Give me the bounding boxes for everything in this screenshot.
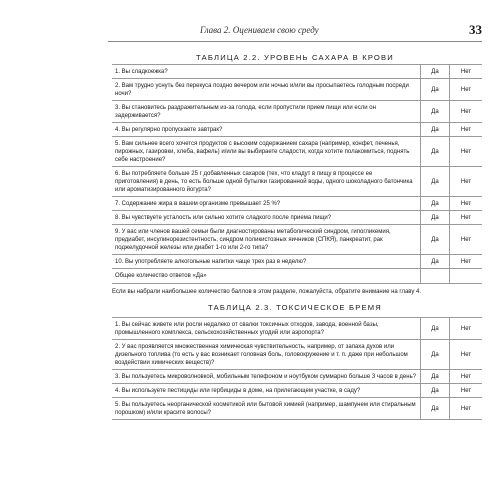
answer-yes: Да [421, 101, 450, 123]
table-row [112, 225, 482, 255]
question-text: 10. Вы употребляете алкогольные напитки чаще трех раз в неделю? [112, 255, 421, 269]
answer-no: Нет [450, 255, 483, 269]
answer-yes: Да [421, 211, 450, 225]
table-row [112, 318, 482, 340]
table-row [112, 211, 482, 225]
answer-yes: Да [421, 255, 450, 269]
question-text: 9. У вас или членов вашей семьи были диагностированы метаболический синдром, гипогликемия, предиабет, инсулинорезистентность, синдром поликистозных яичников (СПКЯ), панкреатит, рак поджелудочной железы или диабет 1-го или 2-го типа? [112, 225, 421, 255]
question-text: 8. Вы чувствуете усталость или сильно хотите сладкого после приема пищи? [112, 211, 421, 225]
table-row [112, 370, 482, 384]
sugar-note: Если вы набрали наибольшее количество баллов в этом разделе, пожалуйста, обратите внимание на главу 4. [112, 289, 422, 295]
answer-no: Нет [450, 167, 483, 197]
answer-no: Нет [450, 398, 483, 420]
sugar-table [112, 64, 482, 284]
answer-yes: Да [421, 225, 450, 255]
answer-no: Нет [450, 384, 483, 398]
answer-no: Нет [450, 370, 483, 384]
answer-yes: Да [421, 398, 450, 420]
answer-no: Нет [450, 65, 483, 79]
answer-yes: Да [421, 318, 450, 340]
table-row [112, 384, 482, 398]
table-row [112, 101, 482, 123]
total-label: Общее количество ответов «Да» [112, 269, 421, 284]
question-text: 3. Вы становитесь раздражительным из-за голода, если пропустили прием пищи или если он задерживается? [112, 101, 421, 123]
table-2-2-title: ТАБЛИЦА 2.2. УРОВЕНЬ САХАРА В КРОВИ [196, 53, 394, 62]
question-text: 2. У вас проявляется множественная химическая чувствительность, например, от запаха духов или дизельного топлива (то есть у вас возникает головная боль, головокружение и т. п. даже при небольшом воздействии химических веществ)? [112, 340, 421, 370]
answer-yes: Да [421, 137, 450, 167]
answer-no: Нет [450, 225, 483, 255]
answer-yes: Да [421, 384, 450, 398]
answer-yes: Да [421, 197, 450, 211]
answer-no: Нет [450, 211, 483, 225]
answer-no: Нет [450, 318, 483, 340]
table-row [112, 340, 482, 370]
table-row [112, 137, 482, 167]
table-row [112, 65, 482, 79]
table-row [112, 255, 482, 269]
table-row [112, 398, 482, 420]
table-row [112, 197, 482, 211]
answer-no: Нет [450, 137, 483, 167]
question-text: 1. Вы сладкоежка? [112, 65, 421, 79]
answer-no: Нет [450, 197, 483, 211]
table-2-3-title: ТАБЛИЦА 2.3. ТОКСИЧЕСКОЕ БРЕМЯ [208, 303, 382, 312]
question-text: 5. Вы пользуетесь неорганической косметикой или бытовой химией (например, шампунем или стиральным порошком) и/или красите волосы? [112, 398, 421, 420]
question-text: 3. Вы пользуетесь микроволновкой, мобильным телефоном и ноутбуком суммарно больше 3 часов в день? [112, 370, 421, 384]
answer-no: Нет [450, 101, 483, 123]
answer-yes: Да [421, 79, 450, 101]
question-text: 4. Вы регулярно пропускаете завтрак? [112, 123, 421, 137]
question-text: 1. Вы сейчас живете или росли недалеко от свалки токсичных отходов, завода, военной базы, промышленного комплекса, сельскохозяйственных угодий или аэропорта? [112, 318, 421, 340]
table-row [112, 79, 482, 101]
answer-no: Нет [450, 79, 483, 101]
question-text: 4. Вы используете пестициды или гербициды в доме, на прилегающем участке, в саду? [112, 384, 421, 398]
answer-yes: Да [421, 370, 450, 384]
running-title: Глава 2. Оцениваем свою среду [200, 25, 319, 35]
header-rule [108, 41, 482, 42]
question-text: 5. Вам сильнее всего хочется продуктов с высоким содержанием сахара (например, конфет, печенья, пирожных, газировки, хлеба, вафель) и/или вы выбираете сладости, когда хотите полакомиться, поднять себе настроение? [112, 137, 421, 167]
total-row [112, 269, 482, 284]
answer-yes: Да [421, 167, 450, 197]
answer-no: Нет [450, 123, 483, 137]
question-text: 6. Вы потребляете больше 25 г добавленных сахаров (тех, что кладут в пищу в процессе ее приготовления) в день, то есть больше одной бутылки газированной воды, одного шоколадного батончика или ароматизированного йогурта? [112, 167, 421, 197]
question-text: 2. Вам трудно уснуть без перекуса поздно вечером или ночью и/или вы просыпаетесь голодным посреди ночи? [112, 79, 421, 101]
page-header [108, 21, 482, 43]
table-row [112, 167, 482, 197]
table-row [112, 123, 482, 137]
answer-yes: Да [421, 123, 450, 137]
toxic-table [112, 317, 482, 420]
answer-yes: Да [421, 65, 450, 79]
answer-yes: Да [421, 340, 450, 370]
question-text: 7. Содержание жира в вашем организме превышает 25 %? [112, 197, 421, 211]
page-number: 33 [469, 22, 482, 37]
total-yes-cell [421, 269, 450, 284]
total-no-cell [450, 269, 483, 284]
answer-no: Нет [450, 340, 483, 370]
